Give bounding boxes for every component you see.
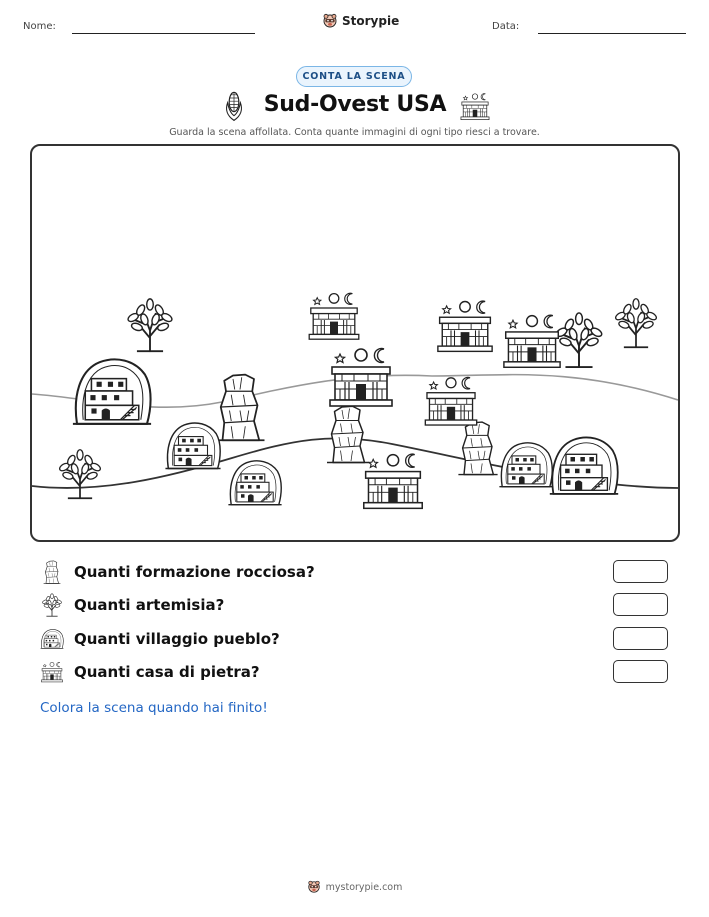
footer-url[interactable]: mystorypie.com [325, 881, 403, 893]
stone-house-icon [425, 377, 476, 425]
brand-name: Storypie [342, 14, 400, 28]
mascot-icon [307, 880, 321, 894]
answer-box[interactable] [613, 660, 668, 683]
rock-formation-icon [216, 375, 265, 441]
stone-house-icon [309, 293, 359, 339]
pueblo-village-icon [73, 359, 151, 423]
pueblo-village-icon [499, 443, 552, 487]
counting-scene [30, 144, 680, 542]
page-title: Sud-Ovest USA [263, 92, 447, 117]
stone-house-icon [40, 660, 64, 684]
question-row [40, 627, 670, 653]
rock-formation-icon [327, 406, 369, 462]
question-row [40, 593, 670, 619]
stone-house-icon [364, 454, 422, 508]
sagebrush-icon [555, 313, 603, 367]
sagebrush-icon [614, 299, 657, 348]
mascot-icon [322, 13, 338, 29]
name-line[interactable] [72, 33, 255, 34]
corn-icon [222, 90, 246, 122]
pueblo-village-icon [40, 627, 64, 651]
answer-box[interactable] [613, 627, 668, 650]
stone-house-icon [438, 301, 492, 351]
stone-house-icon [330, 349, 392, 407]
question-text: Quanti casa di pietra? [74, 663, 260, 681]
coloring-note: Colora la scena quando hai finito! [40, 700, 268, 716]
question-row [40, 660, 670, 686]
date-line[interactable] [538, 33, 686, 34]
stone-house-icon [504, 315, 560, 367]
sagebrush-icon [58, 450, 101, 499]
question-text: Quanti villaggio pueblo? [74, 630, 280, 648]
pueblo-village-icon [228, 461, 281, 505]
question-text: Quanti artemisia? [74, 596, 225, 614]
answer-box[interactable] [613, 593, 668, 616]
answer-box[interactable] [613, 560, 668, 583]
rock-formation-icon [458, 422, 497, 475]
stone-house-icon [459, 92, 491, 121]
pueblo-village-icon [165, 423, 220, 468]
sagebrush-icon [127, 299, 174, 351]
name-label: Nome: [23, 21, 56, 32]
activity-badge: CONTA LA SCENA [296, 66, 412, 87]
rock-formation-icon [40, 560, 64, 584]
date-label: Data: [492, 21, 520, 32]
sagebrush-icon [40, 593, 64, 617]
brand-logo [322, 13, 399, 29]
question-text: Quanti formazione rocciosa? [74, 563, 315, 581]
footer [0, 880, 709, 894]
question-row [40, 560, 670, 586]
instructions: Guarda la scena affollata. Conta quante immagini di ogni tipo riesci a trovare. [169, 127, 540, 138]
pueblo-village-icon [550, 437, 618, 493]
